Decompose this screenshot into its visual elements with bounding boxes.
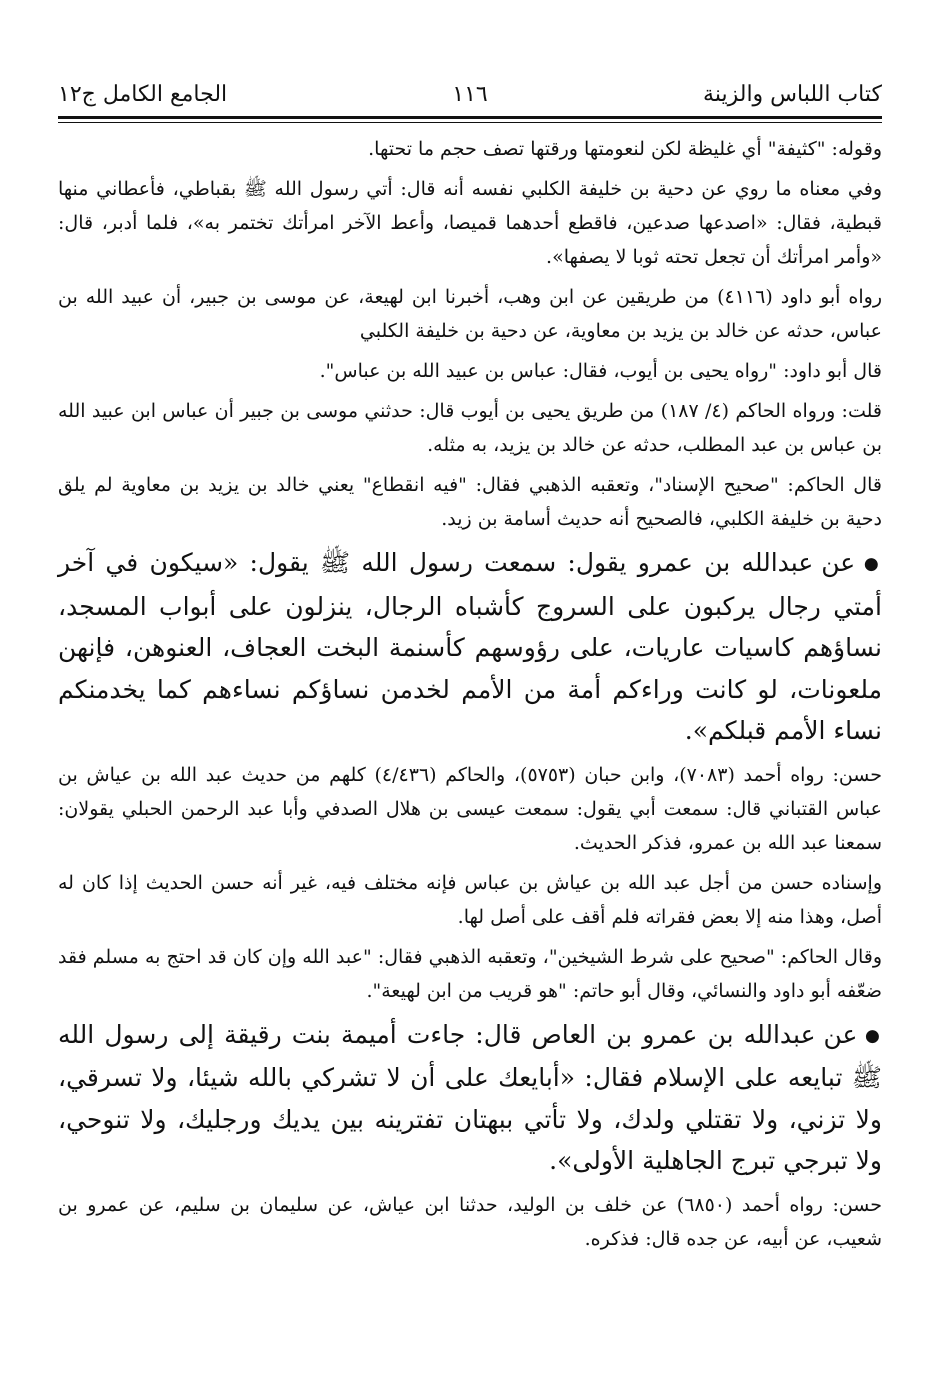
- header-rule: [58, 116, 882, 123]
- page-header: [58, 74, 882, 114]
- page-number: ١١٦: [452, 81, 488, 107]
- commentary-paragraph: قلت: ورواه الحاكم (٤/ ١٨٧) من طريق يحيى بن أيوب قال: حدثني موسى بن جبير أن عباس ابن عبيد الله بن عباس بن عبد المطلب، حدثه عن خالد بن يزيد، به مثله.: [58, 400, 882, 456]
- page-body: [58, 132, 882, 1262]
- hadith-text: ● عن عبدالله بن عمرو يقول: سمعت رسول الله ﷺ يقول: «سيكون في آخر أمتي رجال يركبون على السروج كأشباه الرجال، ينزلون على أبواب المسجد، نساؤهم كاسيات عاريات، على رؤوسهم كأسنمة البخت العجاف، العنوهن، فإنهن ملعونات، لو كانت وراءكم أمة من الأمم لخدمن نساؤكم نساءهم كما يخدمنكم نساء الأمم قبلكم».: [58, 542, 882, 752]
- header-book-title: كتاب اللباس والزينة: [703, 81, 882, 107]
- header-volume-title: الجامع الكامل ج١٢: [58, 81, 228, 107]
- commentary-paragraph: وإسناده حسن من أجل عبد الله بن عياش بن عباس فإنه مختلف فيه، غير أنه حسن الحديث إذا كان له أصل، وهذا منه إلا بعض فقراته فلم أقف على أصل لها.: [58, 871, 882, 928]
- commentary-paragraph: حسن: رواه أحمد (٧٠٨٣)، وابن حبان (٥٧٥٣)، والحاكم (٤/٤٣٦) كلهم من حديث عبد الله بن عياش بن عباس القتباني قال: سمعت أبي يقول: سمعت عيسى بن هلال الصدفي وأبا عبد الرحمن الحبلي يقولان: سمعنا عبد الله بن عمرو، فذكر الحديث.: [58, 763, 882, 854]
- commentary-paragraph: حسن: رواه أحمد (٦٨٥٠) عن خلف بن الوليد، حدثنا ابن عياش، عن سليمان بن سليم، عن عمرو بن شعيب، عن أبيه، عن جده قال: فذكره.: [58, 1193, 883, 1250]
- commentary-paragraph: وقوله: "كثيفة" أي غليظة لكن لنعومتها ورقتها تصف حجم ما تحتها.: [368, 138, 882, 160]
- commentary-paragraph: قال الحاكم: "صحيح الإسناد"، وتعقبه الذهبي فقال: "فيه انقطاع" يعني خالد بن يزيد بن معاوية لم يلق دحية بن خليفة الكلبي، فالصحيح أنه حديث أسامة بن زيد.: [58, 474, 882, 530]
- commentary-paragraph: وقال الحاكم: "صحيح على شرط الشيخين"، وتعقبه الذهبي فقال: "عبد الله وإن كان قد احتج به مسلم فقد ضعّفه أبو داود والنسائي، وقال أبو حاتم: "هو قريب من ابن لهيعة".: [58, 945, 882, 1002]
- commentary-paragraph: وفي معناه ما روي عن دحية بن خليفة الكلبي نفسه أنه قال: أتي رسول الله ﷺ بقباطي، فأعطاني منها قبطية، فقال: «اصدعها صدعين، فاقطع أحدهما قميصا، وأعط الآخر امرأتك تختمر به»، فلما أدبر، قال: «وأمر امرأتك أن تجعل تحته ثوبا لا يصفها».: [58, 178, 882, 268]
- commentary-paragraph: قال أبو داود: "رواه يحيى بن أيوب، فقال: عباس بن عبيد الله بن عباس".: [319, 360, 882, 382]
- commentary-paragraph: رواه أبو داود (٤١١٦) من طريقين عن ابن وهب، أخبرنا ابن لهيعة، عن موسى بن جبير، أن عبيد الله بن عباس، حدثه عن خالد بن يزيد بن معاوية، عن دحية بن خليفة الكلبي: [58, 286, 883, 342]
- hadith-text: ● عن عبدالله بن عمرو بن العاص قال: جاءت أميمة بنت رقيقة إلى رسول الله ﷺ تبايعه على الإسلام فقال: «أبايعك على أن لا تشركي بالله شيئا، ولا تسرقي، ولا تزني، ولا تقتلي ولدك، ولا تأتي ببهتان تفترينه بين يديك ورجليك، ولا تنوحي، ولا تبرجي تبرج الجاهلية الأولى».: [58, 1014, 882, 1182]
